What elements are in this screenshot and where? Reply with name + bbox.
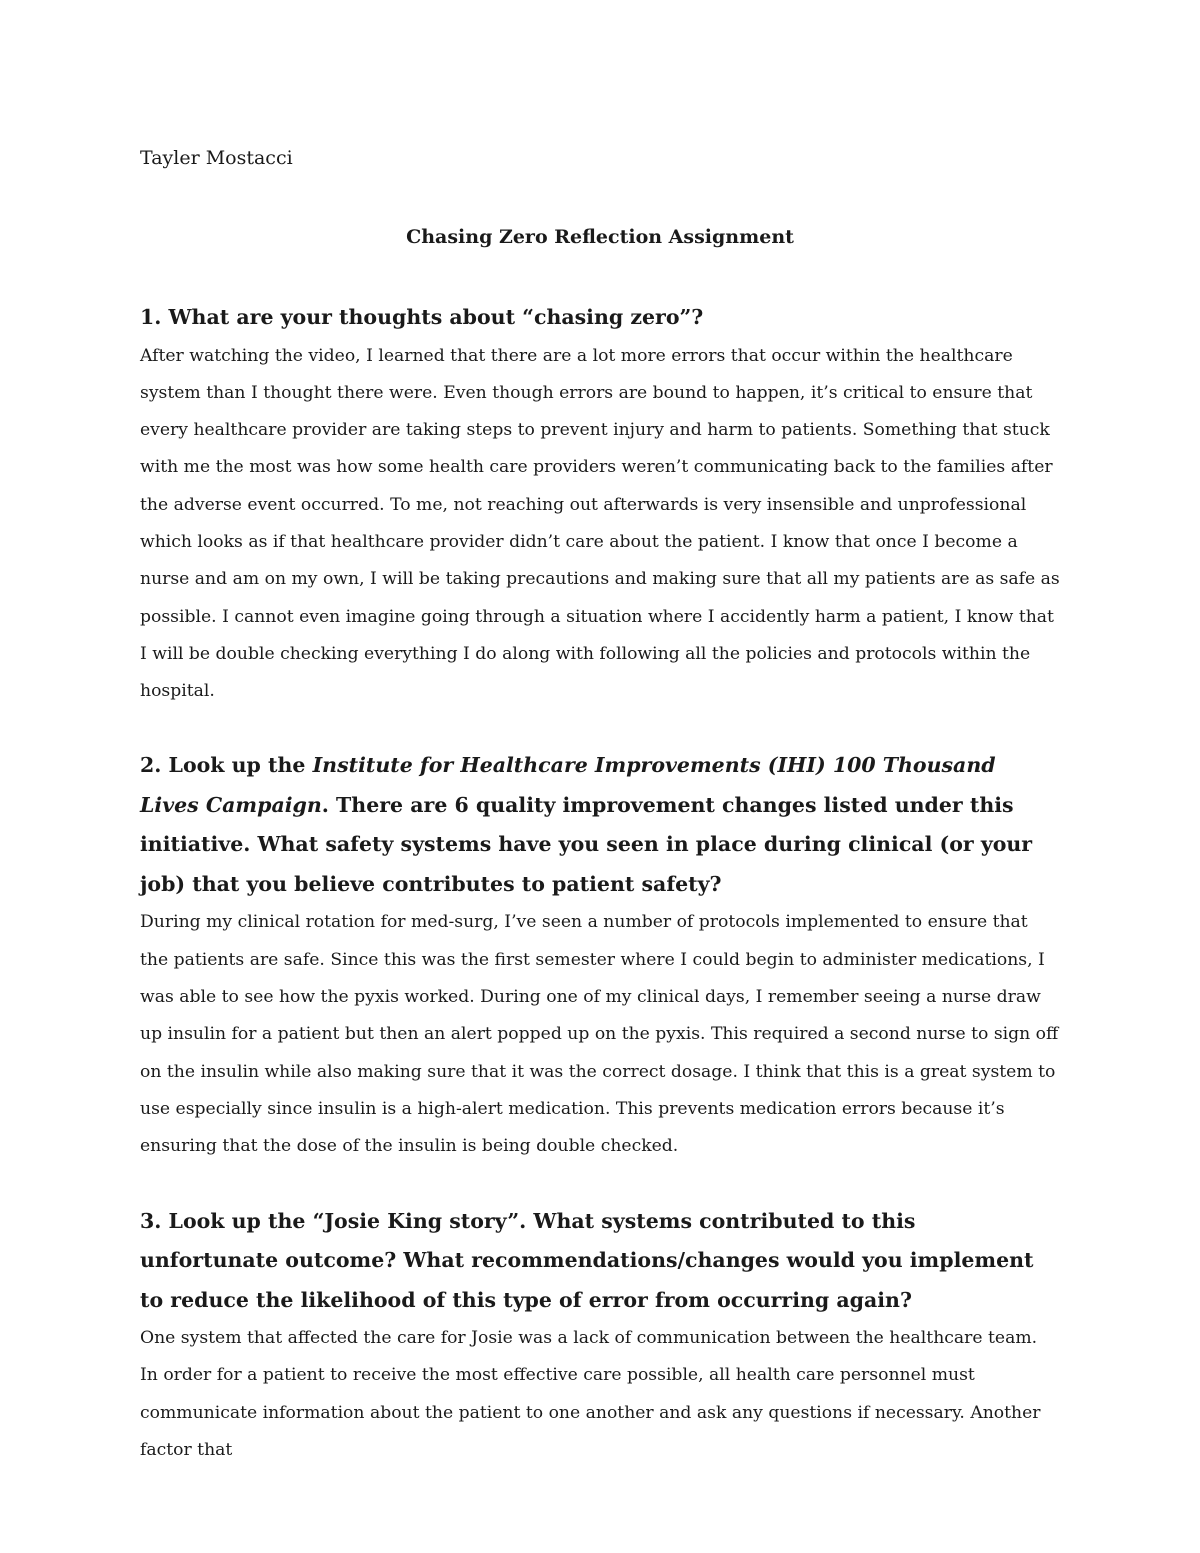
answer-2: During my clinical rotation for med-surg, I’ve seen a number of protocols implemented to ensure that the patients are safe. Since this was the first semester where I could begin to administer medications, I was able to see how the pyxis worked. During one of my clinical days, I remember seeing a nurse draw up insulin for a patient but then an alert popped up on the pyxis. This required a second nurse to sign off on the insulin while also making sure that it was the correct dosage. I think that this is a great system to use especially since insulin is a high-alert medication. This prevents medication errors because it’s ensuring that the dose of the insulin is being double checked. [140, 912, 1059, 1157]
author-name: Tayler Mostacci [140, 147, 293, 169]
question-2-campaign-name: Institute for Healthcare Improvements (IHI) 100 Thousand Lives Campaign [140, 753, 996, 817]
question-3: 3. Look up the “Josie King story”. What systems contributed to this unfortunate outcome? What recommendations/changes would you implement to reduce the likelihood of this type of error from occurring again? [140, 1208, 1034, 1312]
question-2-suffix: . There are 6 quality improvement changes listed under this initiative. What safety systems have you seen in place during clinical (or your job) that you believe contributes to patient safety? [140, 792, 1033, 896]
question-1: 1. What are your thoughts about “chasing zero”? [140, 305, 704, 329]
answer-3: One system that affected the care for Josie was a lack of communication between the healthcare team. In order for a patient to receive the most effective care possible, all health care personnel must communicate information about the patient to one another and ask any questions if necessary. Another factor that [140, 1328, 1041, 1460]
document-body [140, 140, 1060, 1469]
question-2-prefix: 2. Look up the [140, 753, 313, 778]
question-2 [140, 746, 1060, 904]
answer-1: After watching the video, I learned that there are a lot more errors that occur within the healthcare system than I thought there were. Even though errors are bound to happen, it’s critical to ensure that every healthcare provider are taking steps to prevent injury and harm to patients. Something that stuck with me the most was how some health care providers weren’t communicating back to the families after the adverse event occurred. To me, not reaching out afterwards is very insensible and unprofessional which looks as if that healthcare provider didn’t care about the patient. I know that once I become a nurse and am on my own, I will be taking precautions and making sure that all my patients are as safe as possible. I cannot even imagine going through a situation where I accidently harm a patient, I know that I will be double checking everything I do along with following all the policies and protocols within the hospital. [140, 345, 1060, 702]
document-title: Chasing Zero Reflection Assignment [406, 226, 794, 248]
